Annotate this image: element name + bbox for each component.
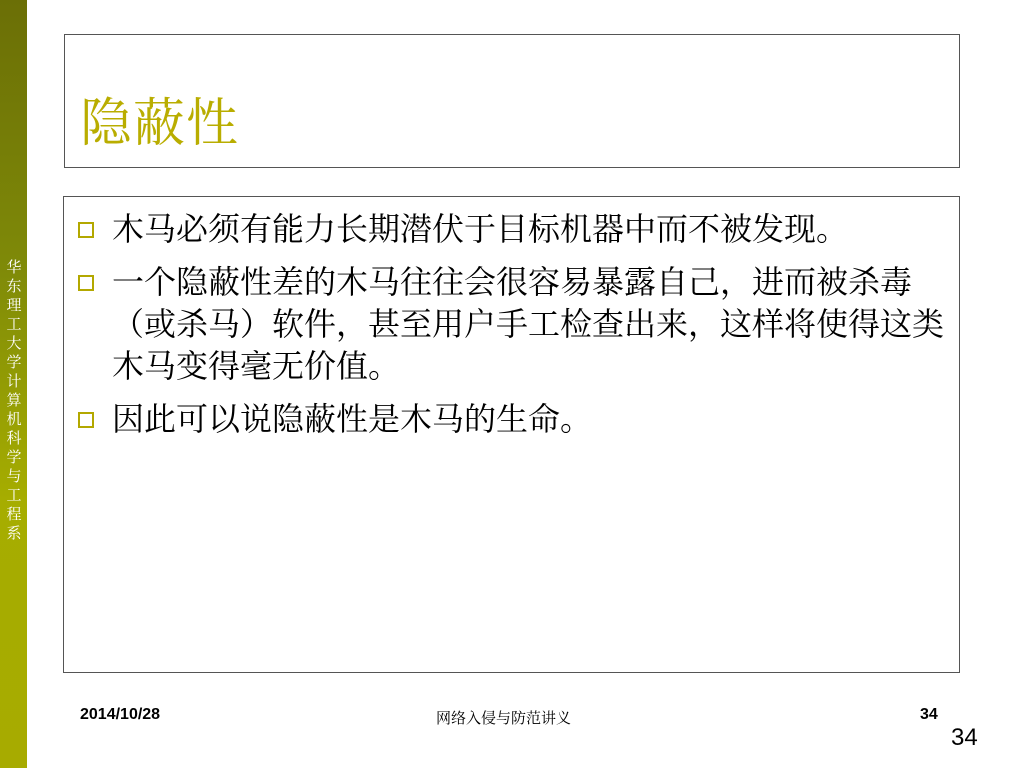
bullet-text: 一个隐蔽性差的木马往往会很容易暴露自己，进而被杀毒（或杀马）软件，甚至用户手工检查出来，这样将使得这类木马变得毫无价值。 (112, 263, 945, 385)
side-bar (0, 0, 27, 768)
bullet-text: 因此可以说隐蔽性是木马的生命。 (112, 400, 593, 438)
bullet-item (78, 398, 948, 440)
page-number: 34 (951, 724, 978, 751)
content-box (63, 196, 960, 673)
footer-page-label: 34 (920, 706, 938, 723)
square-bullet-icon (78, 412, 94, 428)
bullet-item (78, 208, 948, 250)
square-bullet-icon (78, 222, 94, 238)
title-box (64, 34, 960, 168)
footer-title: 网络入侵与防范讲义 (436, 709, 572, 727)
sidebar-text: 华东理工大学计算机科学与工程系 (6, 258, 22, 542)
bullet-item (78, 261, 948, 387)
bullet-list (78, 208, 948, 451)
slide-title: 隐蔽性 (80, 94, 240, 154)
square-bullet-icon (78, 275, 94, 291)
footer-date: 2014/10/28 (80, 706, 161, 723)
bullet-text: 木马必须有能力长期潜伏于目标机器中而不被发现。 (112, 210, 849, 248)
